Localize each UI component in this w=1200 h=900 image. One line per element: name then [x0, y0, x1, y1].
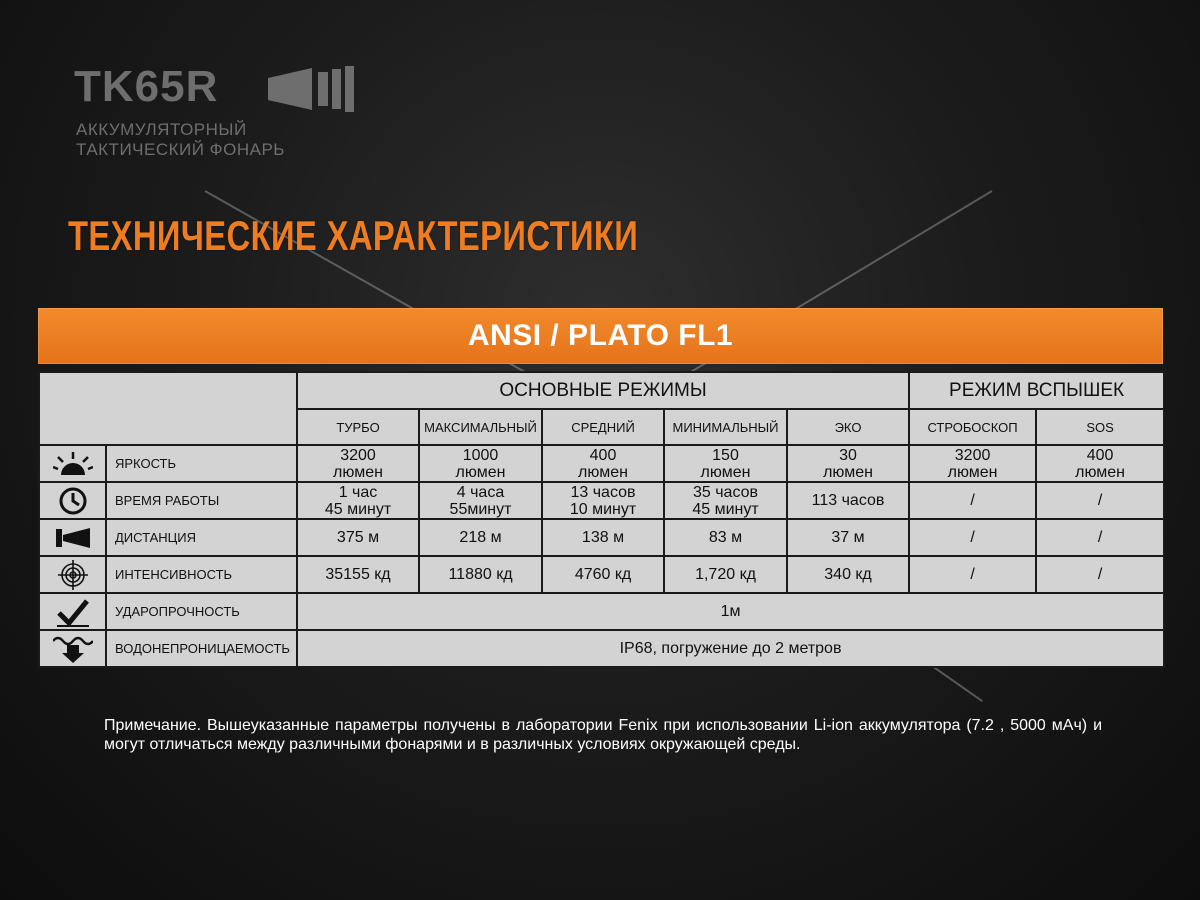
table-row-intensity [39, 556, 1164, 593]
mode-header: МИНИМАЛЬНЫЙ [664, 409, 787, 445]
brightness-icon [39, 445, 106, 482]
row-label: ЯРКОСТЬ [106, 445, 297, 482]
row-label: УДАРОПРОЧНОСТЬ [106, 593, 297, 630]
table-corner-cell [39, 372, 297, 445]
table-row-waterproof [39, 630, 1164, 667]
mode-header: СТРОБОСКОП [909, 409, 1036, 445]
table-row-brightness [39, 445, 1164, 482]
row-label: ИНТЕНСИВНОСТЬ [106, 556, 297, 593]
table-cell: 138 м [542, 519, 664, 556]
table-cell: / [909, 556, 1036, 593]
table-cell: 1,720 кд [664, 556, 787, 593]
distance-icon [39, 519, 106, 556]
table-cell: 375 м [297, 519, 419, 556]
table-cell: / [1036, 482, 1164, 519]
table-cell: 150 люмен [664, 445, 787, 482]
mode-header: ЭКО [787, 409, 909, 445]
table-cell: 11880 кд [419, 556, 542, 593]
page-title: ТЕХНИЧЕСКИЕ ХАРАКТЕРИСТИКИ [68, 212, 639, 259]
table-cell: 4 часа 55минут [419, 482, 542, 519]
table-cell: 13 часов 10 минут [542, 482, 664, 519]
product-logo [74, 62, 314, 162]
table-cell: 400 люмен [1036, 445, 1164, 482]
row-label: ДИСТАНЦИЯ [106, 519, 297, 556]
table-cell: 4760 кд [542, 556, 664, 593]
waterproof-icon [39, 630, 106, 667]
mode-header: МАКСИМАЛЬНЫЙ [419, 409, 542, 445]
row-label: ВОДОНЕПРОНИЦАЕМОСТЬ [106, 630, 297, 667]
row-label: ВРЕМЯ РАБОТЫ [106, 482, 297, 519]
table-cell: 218 м [419, 519, 542, 556]
table-cell: 3200 люмен [297, 445, 419, 482]
flashlight-beam-icon [268, 66, 362, 112]
banner-label: ANSI / PLATO FL1 [467, 319, 734, 352]
table-cell: / [1036, 556, 1164, 593]
standard-banner [38, 308, 1163, 364]
mode-header: СРЕДНИЙ [542, 409, 664, 445]
table-cell: 83 м [664, 519, 787, 556]
table-cell: / [1036, 519, 1164, 556]
logo-model: TK65R [74, 62, 219, 111]
table-cell: 113 часов [787, 482, 909, 519]
table-row-distance [39, 519, 1164, 556]
table-row-runtime [39, 482, 1164, 519]
mode-header: SOS [1036, 409, 1164, 445]
group-header-main-modes: ОСНОВНЫЕ РЕЖИМЫ [297, 372, 909, 409]
footnote: Примечание. Вышеуказанные параметры получены в лаборатории Fenix при использовании Li-ion аккумулятора (7.2 , 5000 мАч) и могут отличаться между различными фонарями и в различных условиях окружающей среды. [104, 717, 1102, 753]
table-cell: 340 кд [787, 556, 909, 593]
table-cell: 37 м [787, 519, 909, 556]
clock-icon [39, 482, 106, 519]
table-cell: 35 часов 45 минут [664, 482, 787, 519]
group-header-flash-modes: РЕЖИМ ВСПЫШЕК [909, 372, 1164, 409]
table-cell: 400 люмен [542, 445, 664, 482]
impact-value-cell: 1м [297, 593, 1164, 630]
table-cell: 1000 люмен [419, 445, 542, 482]
logo-subtitle-line2: ТАКТИЧЕСКИЙ ФОНАРЬ [76, 140, 285, 159]
logo-subtitle-line1: АККУМУЛЯТОРНЫЙ [76, 120, 247, 139]
waterproof-value-cell: IP68, погружение до 2 метров [297, 630, 1164, 667]
table-cell: / [909, 482, 1036, 519]
table-cell: 35155 кд [297, 556, 419, 593]
table-cell: 1 час 45 минут [297, 482, 419, 519]
table-row-impact [39, 593, 1164, 630]
table-cell: 30 люмен [787, 445, 909, 482]
table-cell: 3200 люмен [909, 445, 1036, 482]
target-icon [39, 556, 106, 593]
mode-header: ТУРБО [297, 409, 419, 445]
specifications-table [38, 371, 1165, 668]
impact-icon [39, 593, 106, 630]
table-cell: / [909, 519, 1036, 556]
